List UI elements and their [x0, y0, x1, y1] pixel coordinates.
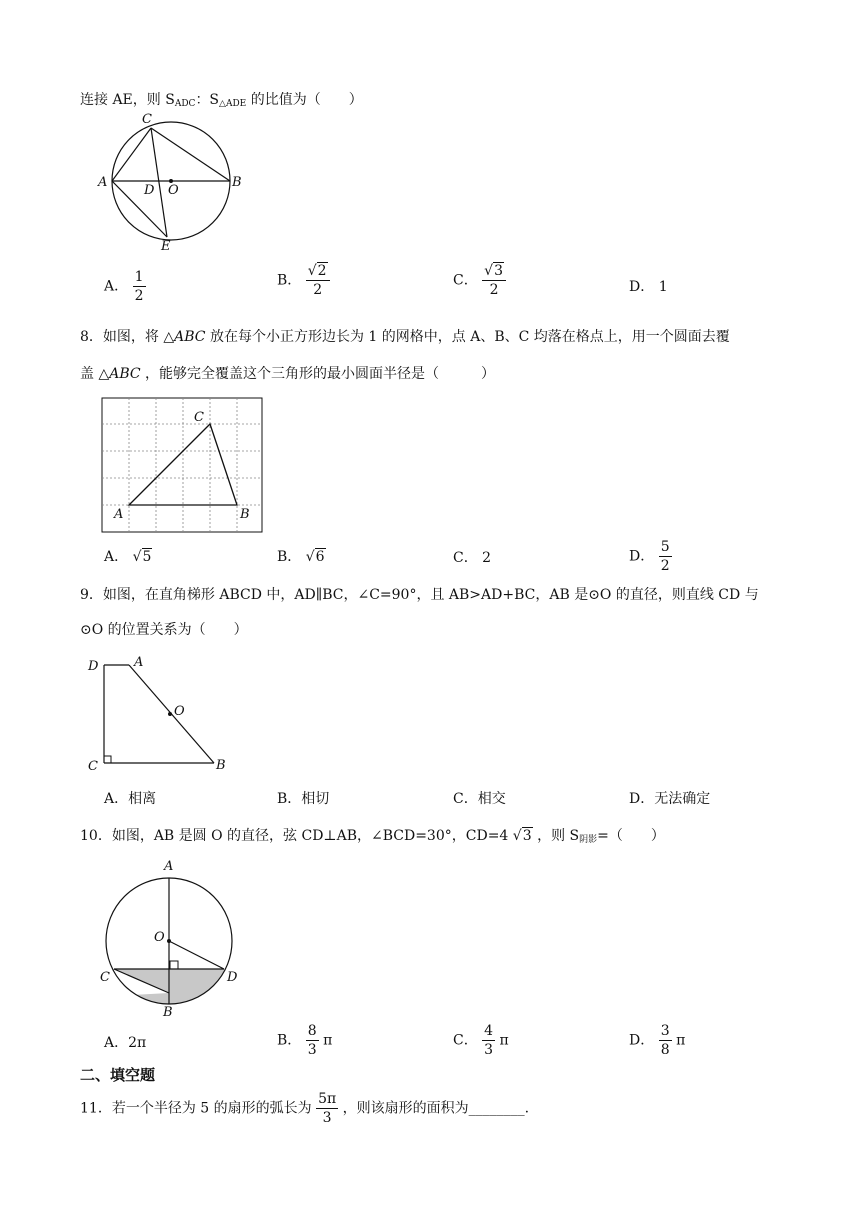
q11-answer-blank[interactable]: ________	[468, 1100, 525, 1117]
q7-label-b: B	[232, 175, 242, 190]
q7-option-d[interactable]: D． 1	[629, 279, 668, 295]
q10-option-c[interactable]: C． $\frac{4}{3}$ π	[453, 1023, 509, 1058]
q10-option-a[interactable]: A．2π	[104, 1035, 147, 1051]
q8-grid-figure	[100, 396, 266, 538]
q8-option-c[interactable]: C． 2	[453, 550, 492, 566]
q10-stem: 10．如图，AB 是圆 O 的直径，弦 CD⊥AB，∠BCD=30°，CD=4 √3 ，则 $S_{阴影}=$（ ）	[80, 828, 665, 845]
q10-option-b[interactable]: B． $\frac{8}{3}$ π	[277, 1023, 333, 1058]
q9-option-b[interactable]: B．相切	[277, 791, 330, 807]
q8-option-b[interactable]: B． √6	[277, 549, 325, 565]
q9-option-d[interactable]: D．无法确定	[629, 791, 711, 807]
q11-stem: 11．若一个半径为 5 的扇形的弧长为 $\frac{5\pi}{3}$ ，则该扇形的面积为________.	[80, 1091, 530, 1126]
q10-option-d[interactable]: D． $\frac{3}{8}$ π	[629, 1023, 686, 1058]
q10-label-d: D	[227, 970, 238, 985]
q7-stem: 连接 AE，则 $S_{ADC}$：$S_{\triangle ADE}$ 的比值为（ ）	[80, 92, 363, 109]
q9-label-o: O	[174, 704, 185, 719]
q8-option-a[interactable]: A． √5	[104, 549, 152, 565]
q7-circle-figure	[95, 110, 255, 258]
q9-label-a: A	[134, 655, 144, 670]
q9-option-c[interactable]: C．相交	[453, 791, 506, 807]
q9-trapezoid-figure	[85, 652, 235, 776]
q10-label-c: C	[100, 970, 110, 985]
q7-label-d: D	[144, 183, 155, 198]
q9-stem-line2: ⊙O 的位置关系为（ ）	[80, 622, 248, 638]
q8-stem-line1: 8．如图，将 △ABC 放在每个小正方形边长为 1 的网格中，点 A、B、C 均落在格点上，用一个圆面去覆	[80, 329, 730, 345]
q10-label-a: A	[164, 859, 174, 874]
q10-circle-figure	[92, 856, 252, 1022]
q9-label-b: B	[216, 758, 226, 773]
q10-label-b: B	[163, 1005, 173, 1020]
q9-label-c: C	[88, 759, 98, 774]
q7-label-o: O	[168, 183, 179, 198]
q7-option-b[interactable]: B． $\frac{√2}{2}$	[277, 262, 330, 299]
q8-label-c: C	[194, 410, 204, 425]
q7-option-a[interactable]: A． $\frac{1}{2}$	[104, 269, 144, 304]
q7-label-a: A	[98, 175, 108, 190]
q8-label-a: A	[114, 507, 124, 522]
q8-stem-line2: 盖 △ABC ，能够完全覆盖这个三角形的最小圆面半径是（ ）	[80, 366, 496, 382]
q7-label-c: C	[142, 112, 152, 127]
q9-option-a[interactable]: A．相离	[104, 791, 157, 807]
q8-label-b: B	[240, 507, 250, 522]
q9-stem-line1: 9．如图，在直角梯形 ABCD 中，AD∥BC，∠C=90°，且 AB>AD+BC，AB 是⊙O 的直径，则直线 CD 与	[80, 587, 759, 603]
q7-label-e: E	[161, 239, 171, 254]
section-title-fill-blank: 二、填空题	[80, 1066, 156, 1084]
q10-label-o: O	[154, 930, 165, 945]
q9-label-d: D	[88, 659, 99, 674]
q7-option-c[interactable]: C． $\frac{√3}{2}$	[453, 262, 506, 299]
q8-option-d[interactable]: D． $\frac{5}{2}$	[629, 539, 670, 574]
